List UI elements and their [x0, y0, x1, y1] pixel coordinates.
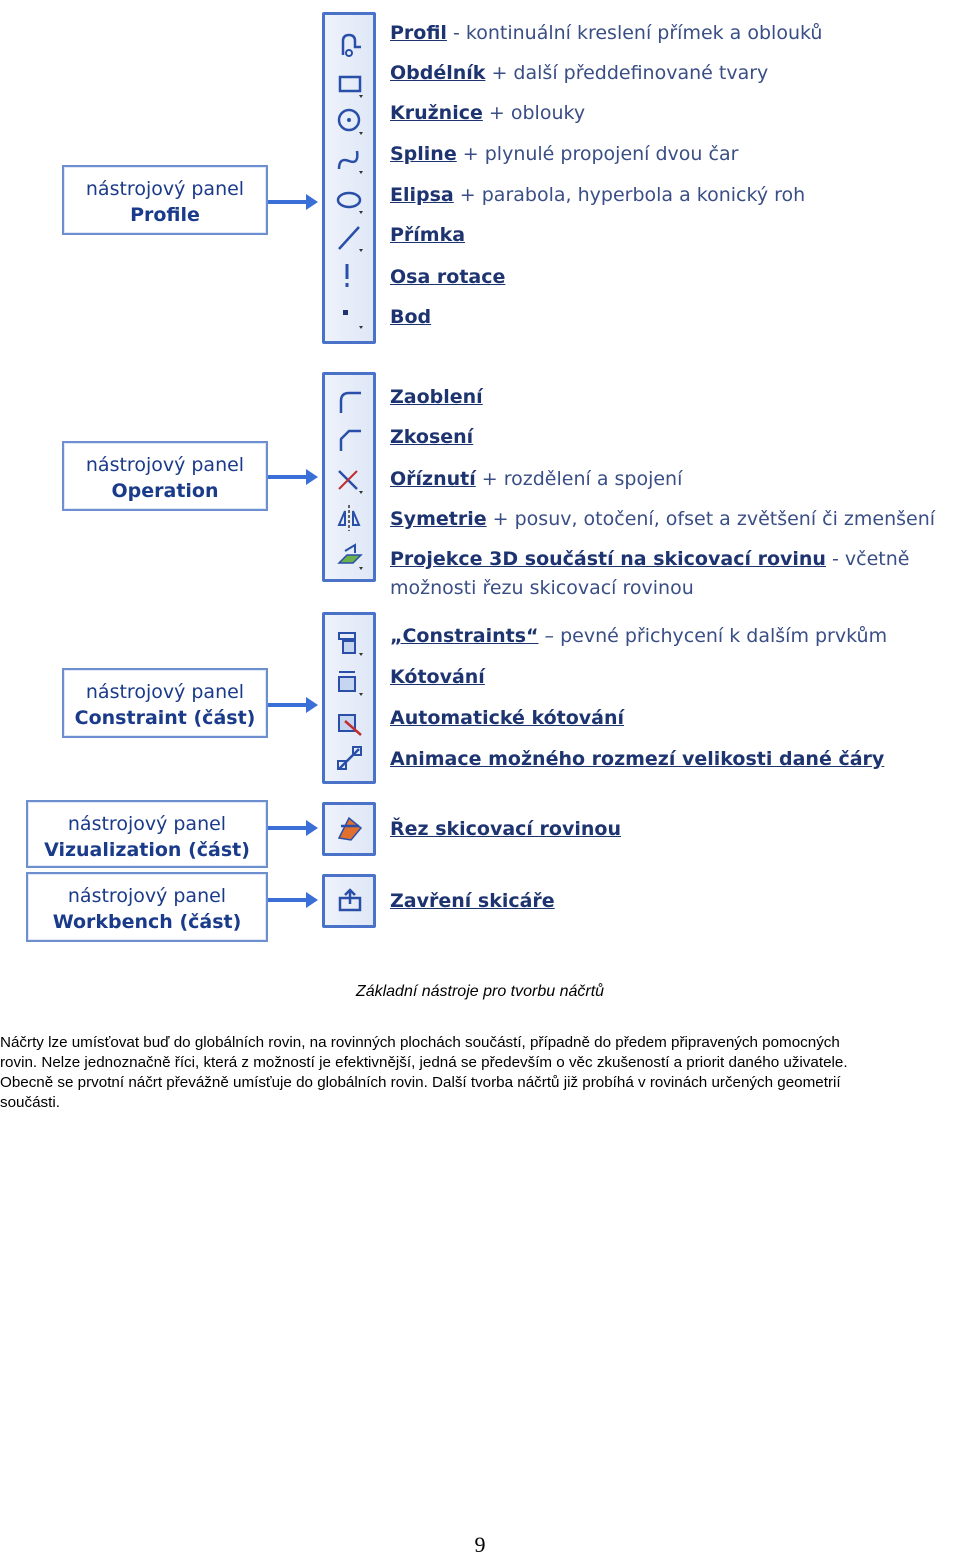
tool-desc: – pevné přichycení k dalším prvkům [538, 625, 888, 647]
tool-line-obdelnik [390, 61, 768, 85]
tool-name: Oříznutí [390, 468, 476, 490]
tool-desc: možnosti řezu skicovací rovinou [390, 577, 694, 599]
tool-name: Řez skicovací rovinou [390, 818, 621, 840]
panel-label-line2: Profile [130, 204, 200, 226]
tool-name: Projekce 3D součástí na skicovací rovinu [390, 548, 826, 570]
ellipse-icon[interactable] [335, 185, 365, 215]
arrow-constraint [268, 703, 308, 707]
toolbar-constraint [322, 612, 376, 784]
tool-line-oriznuti [390, 467, 682, 491]
paragraph-line: Obecně se prvotní náčrt převážně umísťuje do globálních rovin. Další tvorba náčrtů již probíhá v rovinách určených geometrií [0, 1074, 841, 1091]
toolbar-operation [322, 372, 376, 582]
arrow-operation [268, 475, 308, 479]
panel-label-workbench [26, 872, 268, 942]
spline-icon[interactable] [335, 145, 365, 175]
line-icon[interactable] [335, 223, 365, 253]
section-icon[interactable] [335, 814, 365, 844]
tool-line-kotovani [390, 665, 485, 689]
tool-line-elipsa [390, 183, 805, 207]
toolbar-profile [322, 12, 376, 344]
tool-name: Spline [390, 143, 457, 165]
tool-line-primka [390, 223, 465, 247]
tool-line-auto-kotovani [390, 706, 624, 730]
tool-desc: - kontinuální kreslení přímek a oblouků [446, 22, 823, 44]
dimension-icon[interactable] [335, 667, 365, 697]
panel-label-line1: nástrojový panel [67, 885, 227, 907]
tool-desc: - včetně [825, 548, 910, 570]
tool-name: Zavření skicáře [390, 890, 555, 912]
mirror-icon[interactable] [335, 503, 365, 533]
figure-caption: Základní nástroje pro tvorbu náčrtů [355, 983, 605, 1000]
body-paragraph [0, 1033, 960, 1113]
tool-name: Automatické kótování [390, 707, 625, 729]
tool-name: Osa rotace [390, 266, 506, 288]
paragraph-line: Náčrty lze umísťovat buď do globálních rovin, na rovinných plochách součástí, případně do předem připravených pomocných [0, 1034, 840, 1051]
arrow-profile [268, 200, 308, 204]
tool-desc: + plynulé propojení dvou čar [456, 143, 739, 165]
panel-label-profile [62, 165, 268, 235]
tool-name: Zkosení [390, 426, 474, 448]
animate-icon[interactable] [335, 743, 365, 773]
tool-line-bod [390, 305, 431, 329]
tool-name: Animace možného rozmezí velikosti dané čáry [390, 748, 885, 770]
tool-name: Profil [390, 22, 447, 44]
tool-line-symetrie [390, 507, 935, 531]
paragraph-line: součásti. [0, 1094, 60, 1111]
page-number: 9 [474, 1532, 486, 1557]
projection-icon[interactable] [335, 541, 365, 571]
tool-line-zkoseni [390, 425, 473, 449]
panel-label-line2: Operation [111, 480, 219, 502]
arrow-workbench [268, 898, 308, 902]
chamfer-icon[interactable] [335, 425, 365, 455]
tool-name: Kótování [390, 666, 485, 688]
panel-label-constraint [62, 668, 268, 738]
tool-line-kruznice [390, 101, 585, 125]
panel-label-line2: Workbench (část) [52, 911, 242, 933]
constraints-icon[interactable] [335, 627, 365, 657]
tool-line-zavreni [390, 889, 555, 913]
tool-line-projekce-cont [390, 576, 694, 600]
tool-line-animace [390, 747, 884, 771]
tool-line-spline [390, 142, 738, 166]
tool-name: Kružnice [390, 102, 483, 124]
tool-name: Symetrie [390, 508, 487, 530]
tool-name: „Constraints“ [390, 625, 539, 647]
tool-desc: + další předdefinované tvary [485, 62, 769, 84]
panel-label-vizualization [26, 800, 268, 868]
arrow-vizualization [268, 826, 308, 830]
tool-name: Zaoblení [390, 386, 483, 408]
profile-icon[interactable] [335, 31, 365, 61]
tool-desc: + parabola, hyperbola a konický roh [453, 184, 806, 206]
panel-label-operation [62, 441, 268, 511]
tool-desc: + rozdělení a spojení [475, 468, 683, 490]
tool-line-projekce [390, 547, 909, 571]
auto-dimension-icon[interactable] [335, 707, 365, 737]
tool-name: Bod [390, 306, 432, 328]
tool-line-osa-rotace [390, 265, 505, 289]
panel-label-line1: nástrojový panel [85, 681, 245, 703]
tool-desc: + oblouky [482, 102, 586, 124]
fillet-icon[interactable] [335, 387, 365, 417]
circle-icon[interactable] [335, 106, 365, 136]
rectangle-icon[interactable] [335, 69, 365, 99]
point-icon[interactable] [335, 300, 365, 330]
panel-label-line1: nástrojový panel [85, 178, 245, 200]
paragraph-line: rovin. Nelze jednoznačně říci, která z možností je efektivnější, jedná se především o věc zkušeností a priorit daného uživatele. [0, 1054, 848, 1071]
panel-label-line1: nástrojový panel [85, 454, 245, 476]
tool-name: Elipsa [390, 184, 454, 206]
tool-name: Obdélník [390, 62, 486, 84]
tool-name: Přímka [390, 224, 466, 246]
toolbar-vizualization [322, 802, 376, 856]
panel-label-line2: Constraint (část) [74, 707, 256, 729]
trim-icon[interactable] [335, 465, 365, 495]
close-sketcher-icon[interactable] [335, 886, 365, 916]
tool-line-constraints [390, 624, 887, 648]
axis-icon[interactable] [335, 261, 365, 291]
panel-label-line1: nástrojový panel [67, 813, 227, 835]
tool-line-zaobleni [390, 385, 483, 409]
toolbar-workbench [322, 874, 376, 928]
panel-label-line2: Vizualization (část) [44, 839, 250, 861]
tool-line-profil [390, 21, 822, 45]
tool-line-rez [390, 817, 621, 841]
tool-desc: + posuv, otočení, ofset a zvětšení či zmenšení [486, 508, 936, 530]
